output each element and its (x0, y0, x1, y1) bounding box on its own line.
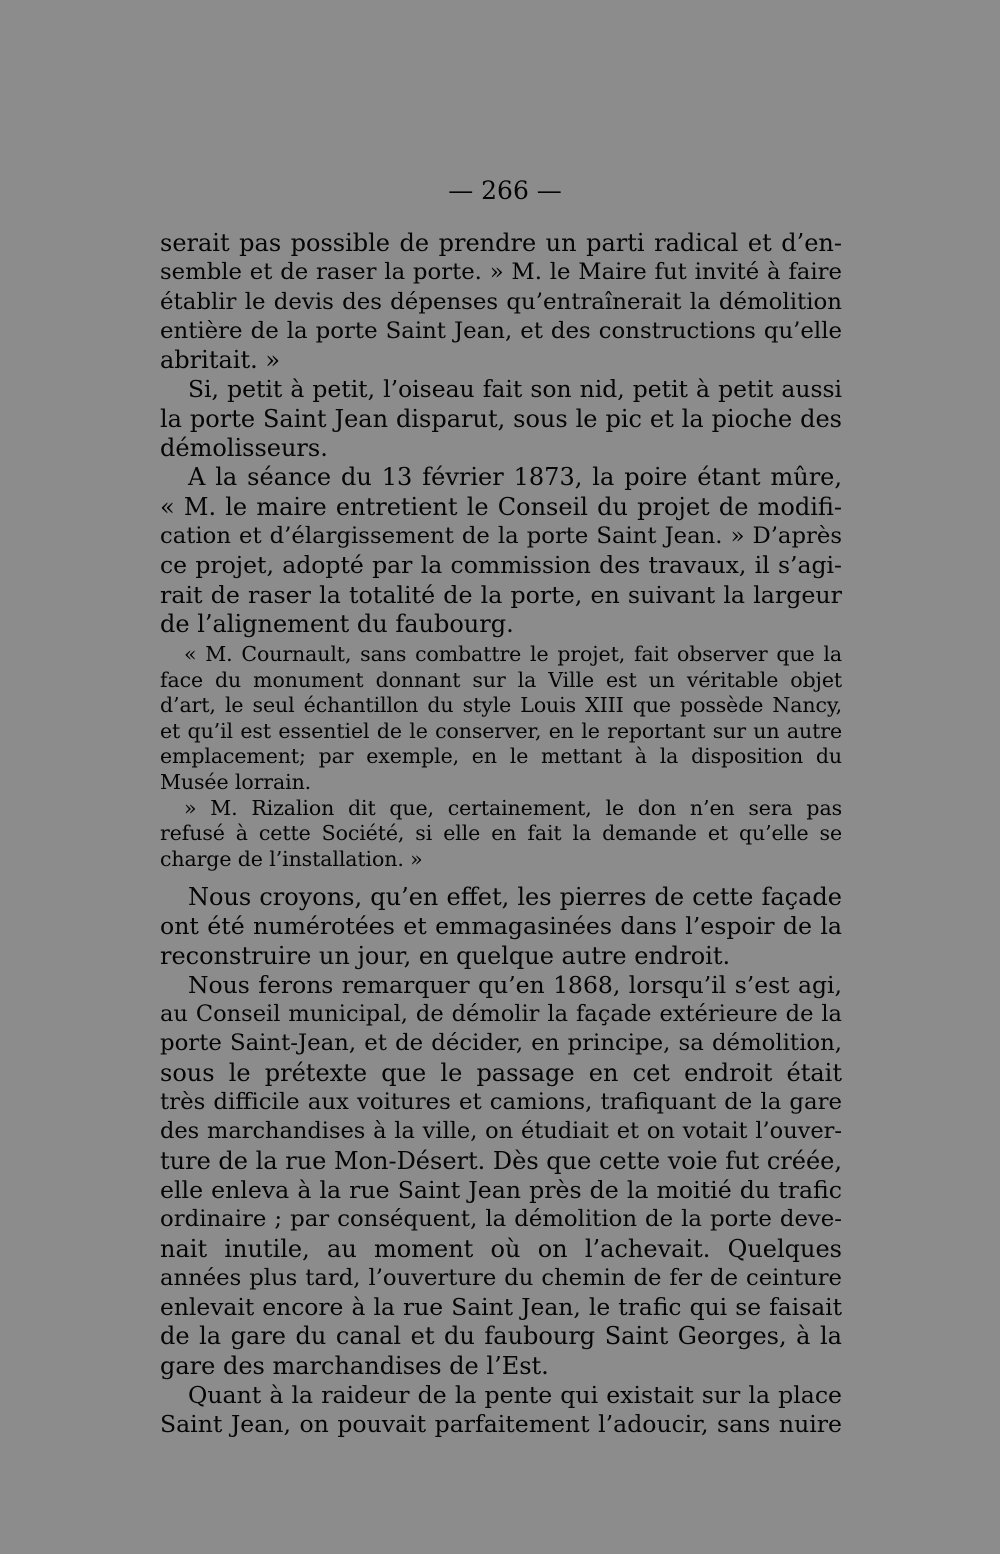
quote-line: « M. Cournault, sans combattre le projet, fait observer que la (184, 642, 842, 666)
text-line: Nous ferons remarquer qu’en 1868, lorsqu’il s’est agi, (188, 970, 842, 999)
text-line: ont été numérotées et emmagasinées dans l’espoir de la (160, 912, 842, 941)
text-line: serait pas possible de prendre un parti radical et d’en- (160, 229, 842, 257)
text-line: enlevait encore à la rue Saint Jean, le trafic qui se faisait (160, 1293, 842, 1322)
paragraph-block-1 (160, 229, 842, 639)
quote-line: et qu’il est essentiel de le conserver, en le reportant sur un autre (160, 718, 842, 743)
text-line: établir le devis des dépenses qu’entraînerait la démolition (160, 288, 842, 315)
text-line: abritait. » (160, 346, 281, 375)
quote-line: face du monument donnant sur la Ville est un véritable objet (160, 667, 842, 692)
text-line: cation et d’élargissement de la porte Saint Jean. » D’après (160, 522, 842, 549)
text-line: porte Saint-Jean, et de décider, en principe, sa démolition, (160, 1030, 842, 1057)
text-line: A la séance du 13 février 1873, la poire étant mûre, (188, 463, 842, 492)
text-line: reconstruire un jour, en quelque autre endroit. (160, 941, 731, 970)
text-line: Quant à la raideur de la pente qui existait sur la place (188, 1381, 842, 1410)
text-line: démolisseurs. (160, 434, 328, 463)
text-line: ce projet, adopté par la commission des travaux, il s’agi- (160, 551, 842, 580)
quote-line: emplacement; par exemple, en le mettant à la disposition du (160, 744, 842, 769)
text-line: ordinaire ; par conséquent, la démolition de la porte deve- (160, 1206, 842, 1233)
text-line: nait inutile, au moment où on l’achevait. Quelques (160, 1234, 842, 1263)
text-line: des marchandises à la ville, on étudiait et on votait l’ouver- (160, 1118, 842, 1145)
text-line: de l’alignement du faubourg. (160, 609, 514, 638)
text-line: de la gare du canal et du faubourg Saint Georges, à la (160, 1322, 842, 1351)
text-line: rait de raser la totalité de la porte, en suivant la largeur (160, 580, 842, 609)
text-line: au Conseil municipal, de démolir la façade extérieure de la (160, 1001, 842, 1028)
page-number: — 266 — (448, 176, 562, 205)
text-line: « M. le maire entretient le Conseil du projet de modifi- (160, 492, 842, 521)
quote-line: charge de l’installation. » (160, 846, 423, 871)
text-line: semble et de raser la porte. » M. le Maire fut invité à faire (160, 259, 842, 286)
text-line: Nous croyons, qu’en effet, les pierres de cette façade (188, 883, 842, 911)
text-line: ture de la rue Mon-Désert. Dès que cette voie fut créée, (160, 1146, 842, 1175)
text-line: gare des marchandises de l’Est. (160, 1351, 549, 1380)
text-line: très difficile aux voitures et camions, trafiquant de la gare (160, 1089, 842, 1116)
text-line: années plus tard, l’ouverture du chemin de fer de ceinture (160, 1264, 842, 1291)
text-line: Saint Jean, on pouvait parfaitement l’adoucir, sans nuire (160, 1410, 842, 1439)
quotation-block (160, 642, 842, 872)
text-line: la porte Saint Jean disparut, sous le pic et la pioche des (160, 404, 842, 433)
text-line: sous le prétexte que le passage en cet endroit était (160, 1058, 842, 1087)
text-line: entière de la porte Saint Jean, et des constructions qu’elle (160, 317, 842, 344)
quote-line: » M. Rizalion dit que, certainement, le don n’en sera pas (184, 795, 842, 820)
quote-line: Musée lorrain. (160, 769, 312, 794)
quote-line: d’art, le seul échantillon du style Louis XIII que possède Nancy, (160, 693, 842, 718)
text-line: Si, petit à petit, l’oiseau fait son nid, petit à petit aussi (188, 375, 842, 404)
text-line: elle enleva à la rue Saint Jean près de la moitié du trafic (160, 1175, 842, 1204)
quote-line: refusé à cette Société, si elle en fait la demande et qu’elle se (160, 821, 842, 846)
paragraph-block-2 (160, 883, 842, 1440)
